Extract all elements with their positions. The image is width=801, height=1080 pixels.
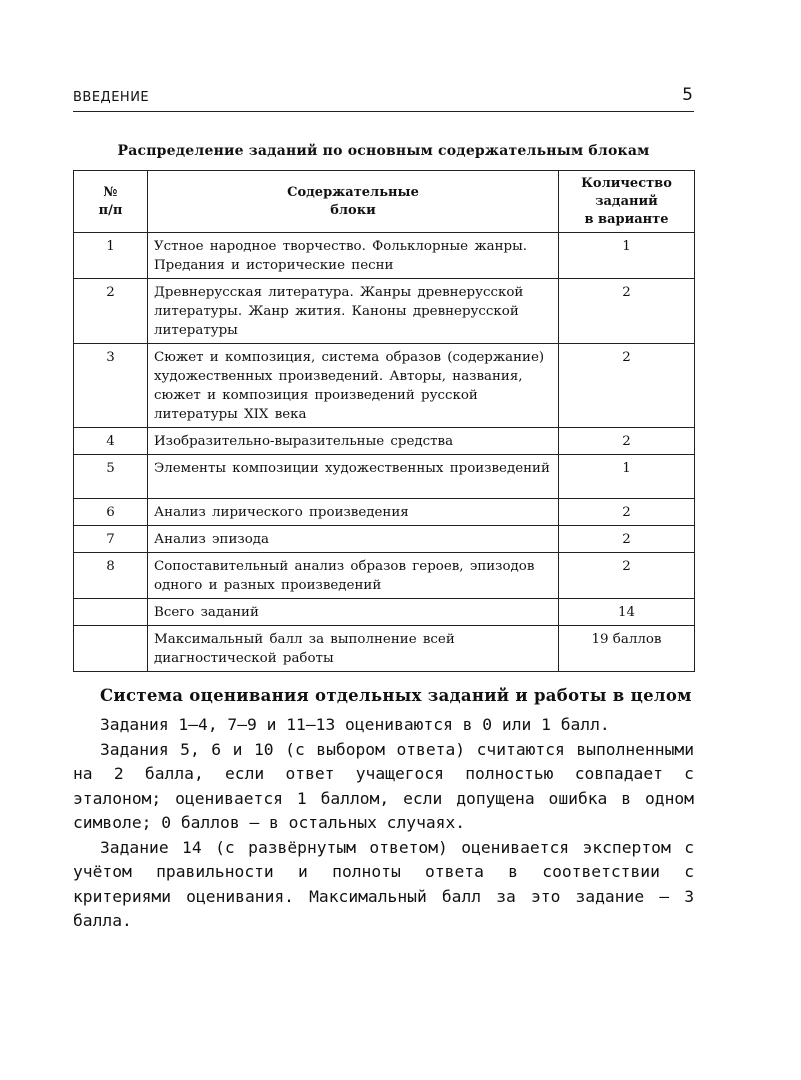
table-row [74, 279, 695, 344]
table-row [74, 428, 695, 455]
table-row [74, 526, 695, 553]
row-number: 4 [74, 428, 148, 455]
column-header-number-line1: № [103, 184, 118, 200]
row-block-text: Устное народное творчество. Фольклорные жанры. Предания и исторические песни [148, 233, 559, 279]
column-header-number-line2: п/п [98, 202, 123, 218]
table-row [74, 455, 695, 499]
table-row [74, 233, 695, 279]
content-blocks-table [73, 170, 695, 672]
grading-paragraph: Задания 1–4, 7–9 и 11–13 оцениваются в 0 или 1 балл. [100, 715, 610, 734]
column-header-count-line2: заданий [595, 193, 658, 209]
row-number: 6 [74, 499, 148, 526]
row-task-count: 2 [559, 553, 695, 599]
table-row [74, 499, 695, 526]
row-block-text: Древнерусская литература. Жанры древнерусской литературы. Жанр жития. Каноны древнерусской литературы [148, 279, 559, 344]
row-number: 8 [74, 553, 148, 599]
running-head-title: ВВЕДЕНИЕ [73, 90, 150, 105]
table-title: Распределение заданий по основным содержательным блокам [117, 143, 650, 159]
row-task-count: 1 [559, 233, 695, 279]
row-block-text: Элементы композиции художественных произведений [148, 455, 559, 499]
grading-paragraph: Задания 5, 6 и 10 (с выбором ответа) считаются выполненными на 2 балла, если ответ учащегося полностью совпадает с эталоном; оценивается 1 баллом, если допущена ошибка в одном символе; 0 баллов — в остальных случаях. [73, 739, 694, 832]
page-number: 5 [682, 85, 693, 105]
row-task-count: 2 [559, 279, 695, 344]
row-block-text: Изобразительно-выразительные средства [148, 428, 559, 455]
grading-section-title: Система оценивания отдельных заданий и работы в целом [100, 686, 692, 705]
column-header-count-line3: в варианте [584, 211, 669, 227]
column-header-blocks [148, 171, 559, 233]
table-row [74, 553, 695, 599]
row-block-text: Анализ лирического произведения [148, 499, 559, 526]
grading-paragraph: Задание 14 (с развёрнутым ответом) оценивается экспертом с учётом правильности и полноты ответа в соответствии с критериями оценивания. Максимальный балл за это задание — 3 балла. [73, 837, 694, 930]
row-number: 1 [74, 233, 148, 279]
row-number [74, 626, 148, 672]
row-task-count: 1 [559, 455, 695, 499]
row-task-count: 2 [559, 499, 695, 526]
table-row-max-score [74, 626, 695, 672]
table-row-total [74, 599, 695, 626]
row-block-text: Анализ эпизода [148, 526, 559, 553]
row-task-count: 2 [559, 344, 695, 428]
row-task-count: 2 [559, 428, 695, 455]
row-number: 5 [74, 455, 148, 499]
row-task-count: 14 [559, 599, 695, 626]
column-header-blocks-line2: блоки [330, 202, 376, 218]
row-task-count: 19 баллов [559, 626, 695, 672]
row-task-count: 2 [559, 526, 695, 553]
row-number: 2 [74, 279, 148, 344]
row-block-text: Всего заданий [148, 599, 559, 626]
column-header-number [74, 171, 148, 233]
header-divider [73, 111, 694, 112]
row-block-text: Сопоставительный анализ образов героев, эпизодов одного и разных произведений [148, 553, 559, 599]
column-header-blocks-line1: Содержательные [287, 184, 419, 200]
column-header-count-line1: Количество [581, 175, 672, 191]
grading-text [73, 713, 694, 934]
table-header-row [74, 171, 695, 233]
row-number [74, 599, 148, 626]
row-number: 7 [74, 526, 148, 553]
row-number: 3 [74, 344, 148, 428]
row-block-text: Максимальный балл за выполнение всей диагностической работы [148, 626, 559, 672]
row-block-text: Сюжет и композиция, система образов (содержание) художественных произведений. Авторы, названия, сюжет и композиция произведений русской литературы XIX века [148, 344, 559, 428]
table-row [74, 344, 695, 428]
column-header-count [559, 171, 695, 233]
